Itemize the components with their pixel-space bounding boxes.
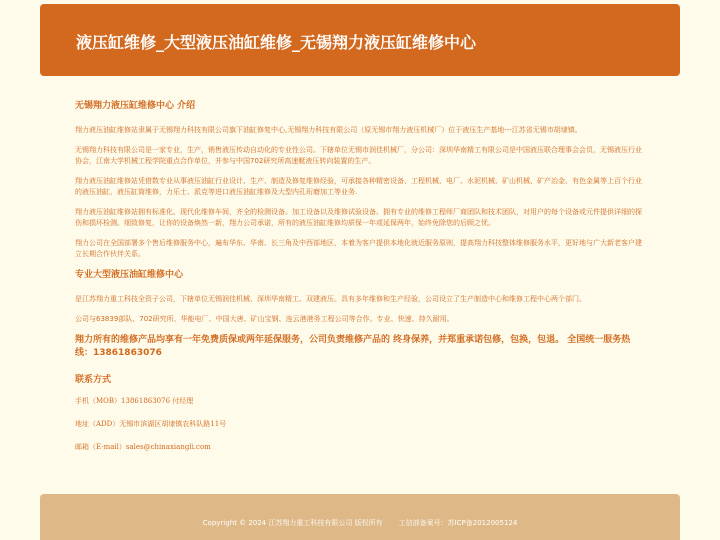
footer-copyright: Copyright © 2024 江苏翔力重工科技有限公司 版权所有	[202, 519, 383, 527]
contact-address: 地址（ADD）无锡市滨湖区胡埭镇农科队路11号	[75, 420, 227, 428]
page-title: 液压缸维修_大型液压油缸维修_无锡翔力液压缸维修中心	[76, 33, 477, 52]
contact-email[interactable]: 邮箱（E-mail）sales@chinaxiangli.com	[75, 443, 211, 451]
page-footer	[40, 494, 680, 540]
contact-section-title: 联系方式	[75, 375, 112, 385]
intro-paragraph-3: 翔力液压油缸维修站凭借数专业从事液压油缸行业设计、生产、制造及修复维修经验，可承接各种精密设备、工程机械、电厂、水泥机械、矿山机械、矿产冶金、有色金属等上百个行业的液压油缸、液压缸筒维修，力乐士、派克等进口液压油缸维修及大型内孔珩磨加工等业务.	[75, 177, 642, 196]
center-paragraph-1: 是江苏翔力重工科技全资子公司，下辖单位无锡润佳机械、深圳华南精工、双建液压。具有多年维修和生产经验，公司设立了生产制造中心和维修工程中心两个部门。	[75, 295, 586, 303]
intro-paragraph-5: 翔力公司在全国部署多个售后维修服务中心，遍布华东、华南、长三角及中西部地区，本着为客户提供本地化就近服务原则，提高翔力科技整体维修服务水平，更好地与广大新老客户建立长期合作伙伴关系。	[75, 239, 642, 258]
footer-icp-link[interactable]: 工信部备案号：苏ICP备2012005124	[398, 519, 518, 527]
intro-section-title: 无锡翔力液压缸维修中心 介绍	[75, 101, 196, 111]
intro-paragraph-2: 无锡翔力科技有限公司是一家专业，生产，销售液压传动自动化的专业性公司。下辖单位无锡市润佳机械厂，分公司：深圳华南精工有限公司是中国液压联合理事会会员，无锡液压行业协会，江南大学机械工程学院重点合作单位，并参与中国702研究所高速艇液压转向装置的生产。	[75, 146, 642, 165]
center-section-title: 专业大型液压油缸维修中心	[75, 270, 184, 280]
main-content	[75, 100, 645, 465]
intro-paragraph-4: 翔力液压油缸维修站拥有标准化、现代化维修车间，齐全的检测设备。加工设备以及维修试验设备。拥有专业的维修工程师厂商团队和技术团队，对用户的每个设备或元件提供详细的探伤和损坏检测。细致修复，让你的设备焕然一新，翔力公司承诺，所有的液压油缸维修均质保一年或延保两年，始终免除您的后顾之忧。	[75, 208, 642, 227]
footer-text	[40, 518, 680, 528]
contact-phone: 手机（MOB）13861863076 付经理	[75, 397, 194, 405]
center-paragraph-2: 公司与63839部队、702研究所、华能电厂、中国大唐、矿山宝钢、连云港港务工程公司等合作。专业、快速、持久耐用。	[75, 315, 454, 323]
page-header	[40, 4, 680, 76]
intro-paragraph-1: 翔力液压油缸维修站隶属于无锡翔力科技有限公司旗下油缸修复中心,无锡翔力科技有限公司（原无锡市翔力液压机械厂）位于液压生产基地---江苏省无锡市胡埭镇。	[75, 126, 582, 134]
service-guarantee-text: 翔力所有的维修产品均享有一年免费质保或两年延保服务，公司负责维修产品的 终身保养，并郑重承诺包修，包换，包退。 全国统一服务热线：13861863076	[75, 335, 631, 358]
